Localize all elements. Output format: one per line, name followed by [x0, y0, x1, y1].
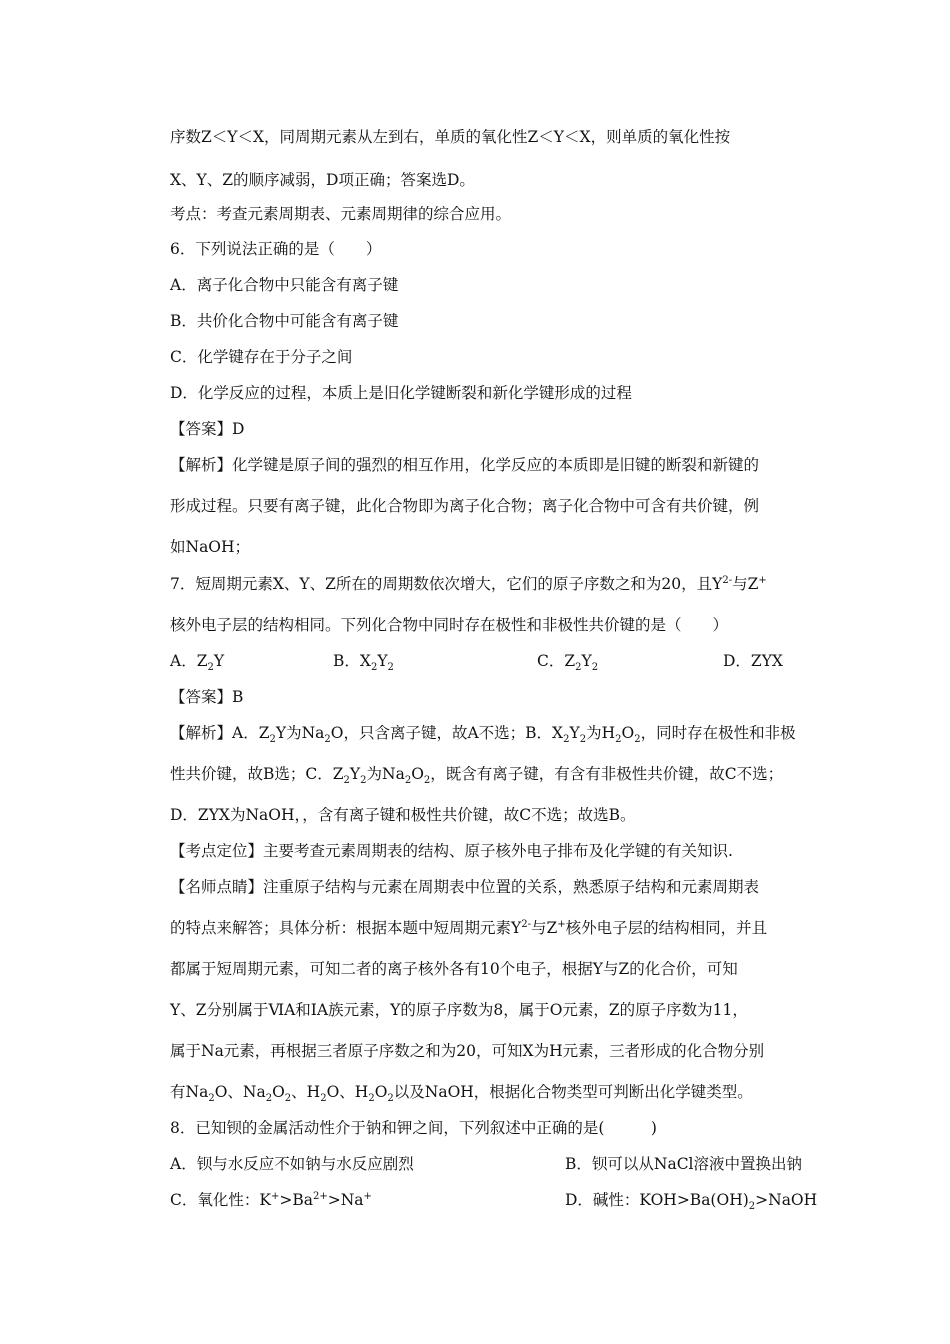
q8-option-d: D．碱性：$KOH>Ba(OH)_2>NaOH$ — [565, 1191, 818, 1213]
q6-option-b: B．共价化合物中可能含有离子键 — [170, 312, 399, 330]
q7-teacher-line5: 属于Na元素，再根据三者原子序数之和为20，可知X为H元素，三者形成的化合物分别 — [170, 1042, 765, 1060]
q6-analysis-line2: 形成过程。只要有离子键，此化合物即为离子化合物；离子化合物中可含有共价键，例 — [170, 497, 760, 515]
q8-option-a: A．钡与水反应不如钠与水反应剧烈 — [170, 1155, 414, 1173]
q6-analysis-line3: 如NaOH； — [170, 538, 251, 556]
q7-teacher-line1: 【名师点睛】注重原子结构与元素在周期表中位置的关系，熟悉原子结构和元素周期表 — [170, 878, 760, 896]
q7-teacher-line4: Y、Z分别属于ⅥA和ⅠA族元素，Y的原子序数为8，属于O元素，Z的原子序数为11， — [170, 1001, 748, 1019]
q8-stem: 8．已知钡的金属活动性介于钠和钾之间，下列叙述中正确的是( ) — [170, 1119, 657, 1137]
q6-option-c: C．化学键存在于分子之间 — [170, 348, 353, 366]
q6-option-a: A．离子化合物中只能含有离子键 — [170, 276, 399, 294]
prev-analysis-line2: X、Y、Z的顺序减弱，D项正确；答案选D。 — [170, 171, 475, 189]
q7-stem-line2: 核外电子层的结构相同。下列化合物中同时存在极性和非极性共价键的是（ ） — [170, 616, 729, 634]
q6-option-d: D．化学反应的过程，本质上是旧化学键断裂和新化学键形成的过程 — [170, 384, 632, 402]
q8-option-c: C．氧化性：$K^+>Ba^{2+}>Na^+$ — [170, 1190, 372, 1209]
prev-analysis-line1: 序数Z＜Y＜X，同周期元素从左到右，单质的氧化性Z＜Y＜X，则单质的氧化性按 — [170, 128, 731, 146]
q7-analysis-line1: 【解析】A．$Z_2Y$为$Na_2O$，只含离子键，故A不选；B．$X_2Y_2$为$H_2O_2$，同时存在极性和非极 — [170, 724, 796, 746]
prev-kaodian: 考点：考查元素周期表、元素周期律的综合应用。 — [170, 205, 512, 223]
q7-option-b: B．$X_2Y_2$ — [333, 652, 394, 674]
q7-option-c: C．$Z_2Y_2$ — [537, 652, 599, 674]
q7-teacher-line2: 的特点来解答；具体分析：根据本题中短周期元素$Y^{2-}$与Z+核外电子层的结构相同，并且 — [170, 918, 768, 937]
q7-option-d: D．ZYX — [723, 652, 783, 670]
q7-teacher-line6: 有$Na_2O$、$Na_2O_2$、$H_2O$、$H_2O_2$以及NaOH，根据化合物类型可判断出化学键类型。 — [170, 1083, 753, 1105]
q7-analysis-line3: D．ZYX为NaOH，，含有离子键和极性共价键，故C不选；故选B。 — [170, 806, 636, 824]
q6-answer: 【答案】D — [170, 420, 245, 438]
q6-analysis-line1: 【解析】化学键是原子间的强烈的相互作用，化学反应的本质即是旧键的断裂和新键的 — [170, 456, 760, 474]
q7-option-a: A．$Z_2Y$ — [170, 652, 225, 674]
q7-answer: 【答案】B — [170, 688, 244, 706]
q7-stem-line1: 7．短周期元素X、Y、Z所在的周期数依次增大，它们的原子序数之和为20，且$Y^{2-}$与Z+ — [170, 574, 767, 593]
q7-teacher-line3: 都属于短周期元素，可知二者的离子核外各有10个电子，根据Y与Z的化合价，可知 — [170, 960, 738, 978]
q7-kaodian: 【考点定位】主要考查元素周期表的结构、原子核外电子排布及化学键的有关知识. — [170, 842, 733, 860]
q6-stem: 6．下列说法正确的是（ ） — [170, 240, 382, 258]
q8-option-b: B．钡可以从NaCl溶液中置换出钠 — [565, 1155, 803, 1173]
q7-analysis-line2: 性共价键，故B选；C．$Z_2Y_2$为$Na_2O_2$，既含有离子键，有含有非极性共价键，故C不选； — [170, 765, 784, 787]
